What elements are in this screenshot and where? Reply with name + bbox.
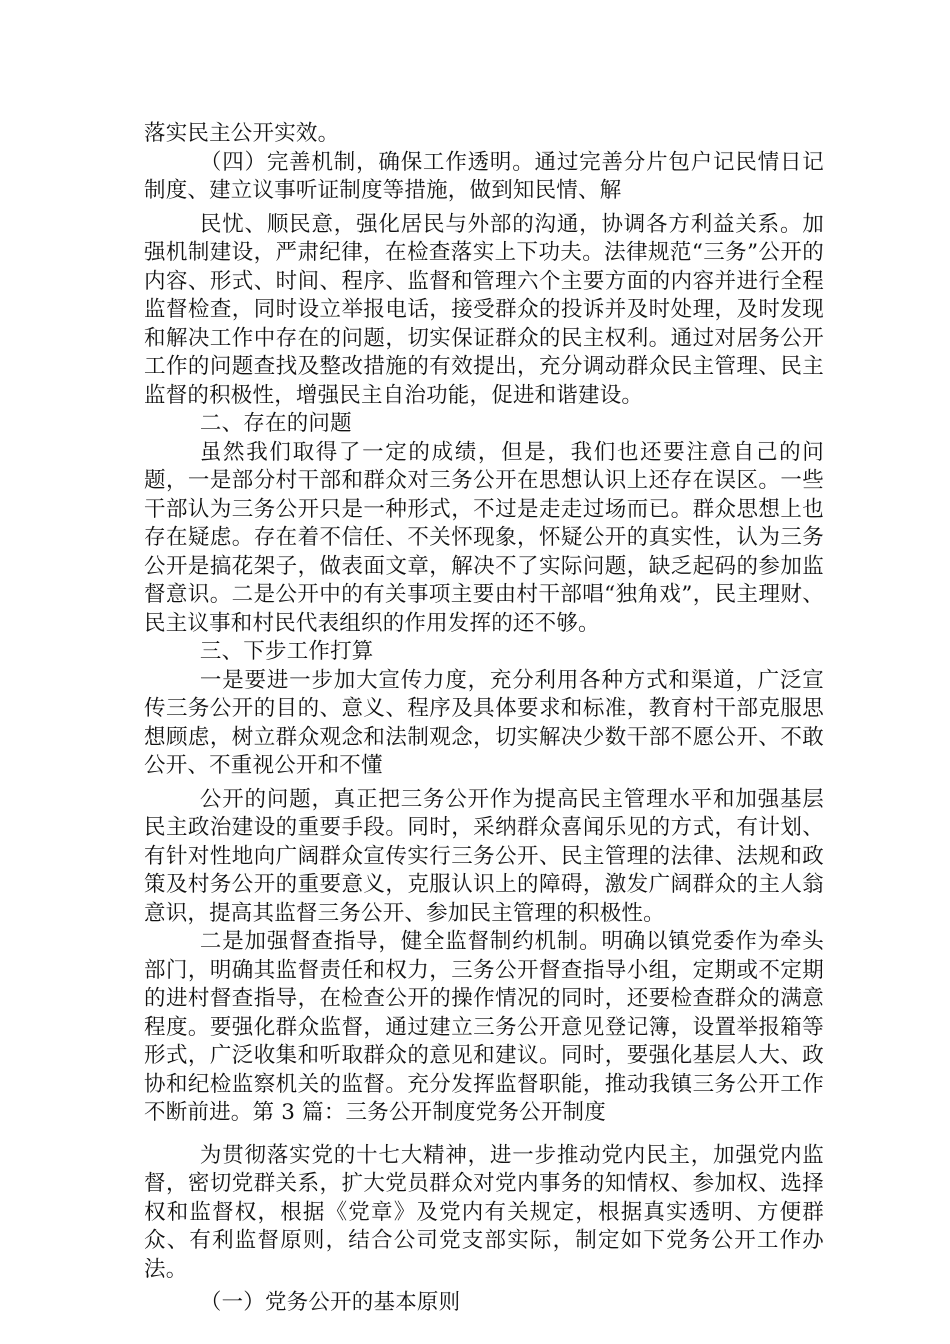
heading-basic-principles: （一）党务公开的基本原则 [199,1290,461,1315]
document-body [144,120,824,1318]
paragraph-step-two: 二是加强督查指导，健全监督制约机制。明确以镇党委作为牵头部门，明确其监督责任和权力，三务公开督查指导小组，定期或不定期的进村督查指导，在检查公开的操作情况的同时，还要检查群众的满意程度。要强化群众监督，通过建立三务公开意见登记簿，设置举报箱等形式，广泛收集和听取群众的意见和建议。同时，要强化基层人大、政协和纪检监察机关的监督。充分发挥监督职能，推动我镇三务公开工作不断前进。第 3 篇：三务公开制度党务公开制度 [144,929,824,1125]
paragraph-problems: 虽然我们取得了一定的成绩，但是，我们也还要注意自己的问题，一是部分村干部和群众对三务公开在思想认识上还存在误区。一些干部认为三务公开只是一种形式，不过是走走过场而已。群众思想上也存在疑虑。存在着不信任、不关怀现象，怀疑公开的真实性，认为三务公开是搞花架子，做表面文章，解决不了实际问题，缺乏起码的参加监督意识。二是公开中的有关事项主要由村干部唱“独角戏”，民主理财、民主议事和村民代表组织的作用发挥的还不够。 [144,439,824,636]
paragraph-step-one-continued: 公开的问题，真正把三务公开作为提高民主管理水平和加强基层民主政治建设的重要手段。同时，采纳群众喜闻乐见的方式，有计划、有针对性地向广阔群众宣传实行三务公开、民主管理的法律、法规和政策及村务公开的重要意义，克服认识上的障碍，激发广阔群众的主人翁意识，提高其监督三务公开、参加民主管理的积极性。 [144,786,824,926]
heading-next-steps: 三、下步工作打算 [199,639,374,664]
paragraph-mechanism: 民忧、顺民意，强化居民与外部的沟通，协调各方利益关系。加强机制建设，严肃纪律，在检查落实上下功夫。法律规范“三务”公开的内容、形式、时间、程序、监督和管理六个主要方面的内容并进行全程监督检查，同时设立举报电话，接受群众的投诉并及时处理，及时发现和解决工作中存在的问题，切实保证群众的民主权利。通过对居务公开工作的问题查找及整改措施的有效提出，充分调动群众民主管理、民主监督的积极性，增强民主自治功能，促进和谐建设。 [144,211,824,408]
paragraph-step-one: 一是要进一步加大宣传力度，充分利用各种方式和渠道，广泛宣传三务公开的目的、意义、程序及具体要求和标准，教育村干部克服思想顾虑，树立群众观念和法制观念，切实解决少数干部不愿公开、不敢公开、不重视公开和不懂 [144,667,824,778]
paragraph-section-four: （四）完善机制，确保工作透明。通过完善分片包户记民情日记制度、建立议事听证制度等措施，做到知民情、解 [144,149,824,203]
heading-existing-problems: 二、存在的问题 [199,411,352,436]
paragraph-party-affairs-intro: 为贯彻落实党的十七大精神，进一步推动党内民主，加强党内监督，密切党群关系，扩大党员群众对党内事务的知情权、参加权、选择权和监督权，根据《党章》及党内有关规定，根据真实透明、方便群众、有利监督原则，结合公司党支部实际，制定如下党务公开工作办法。 [144,1142,824,1282]
paragraph-continuation: 落实民主公开实效。 [144,121,340,146]
